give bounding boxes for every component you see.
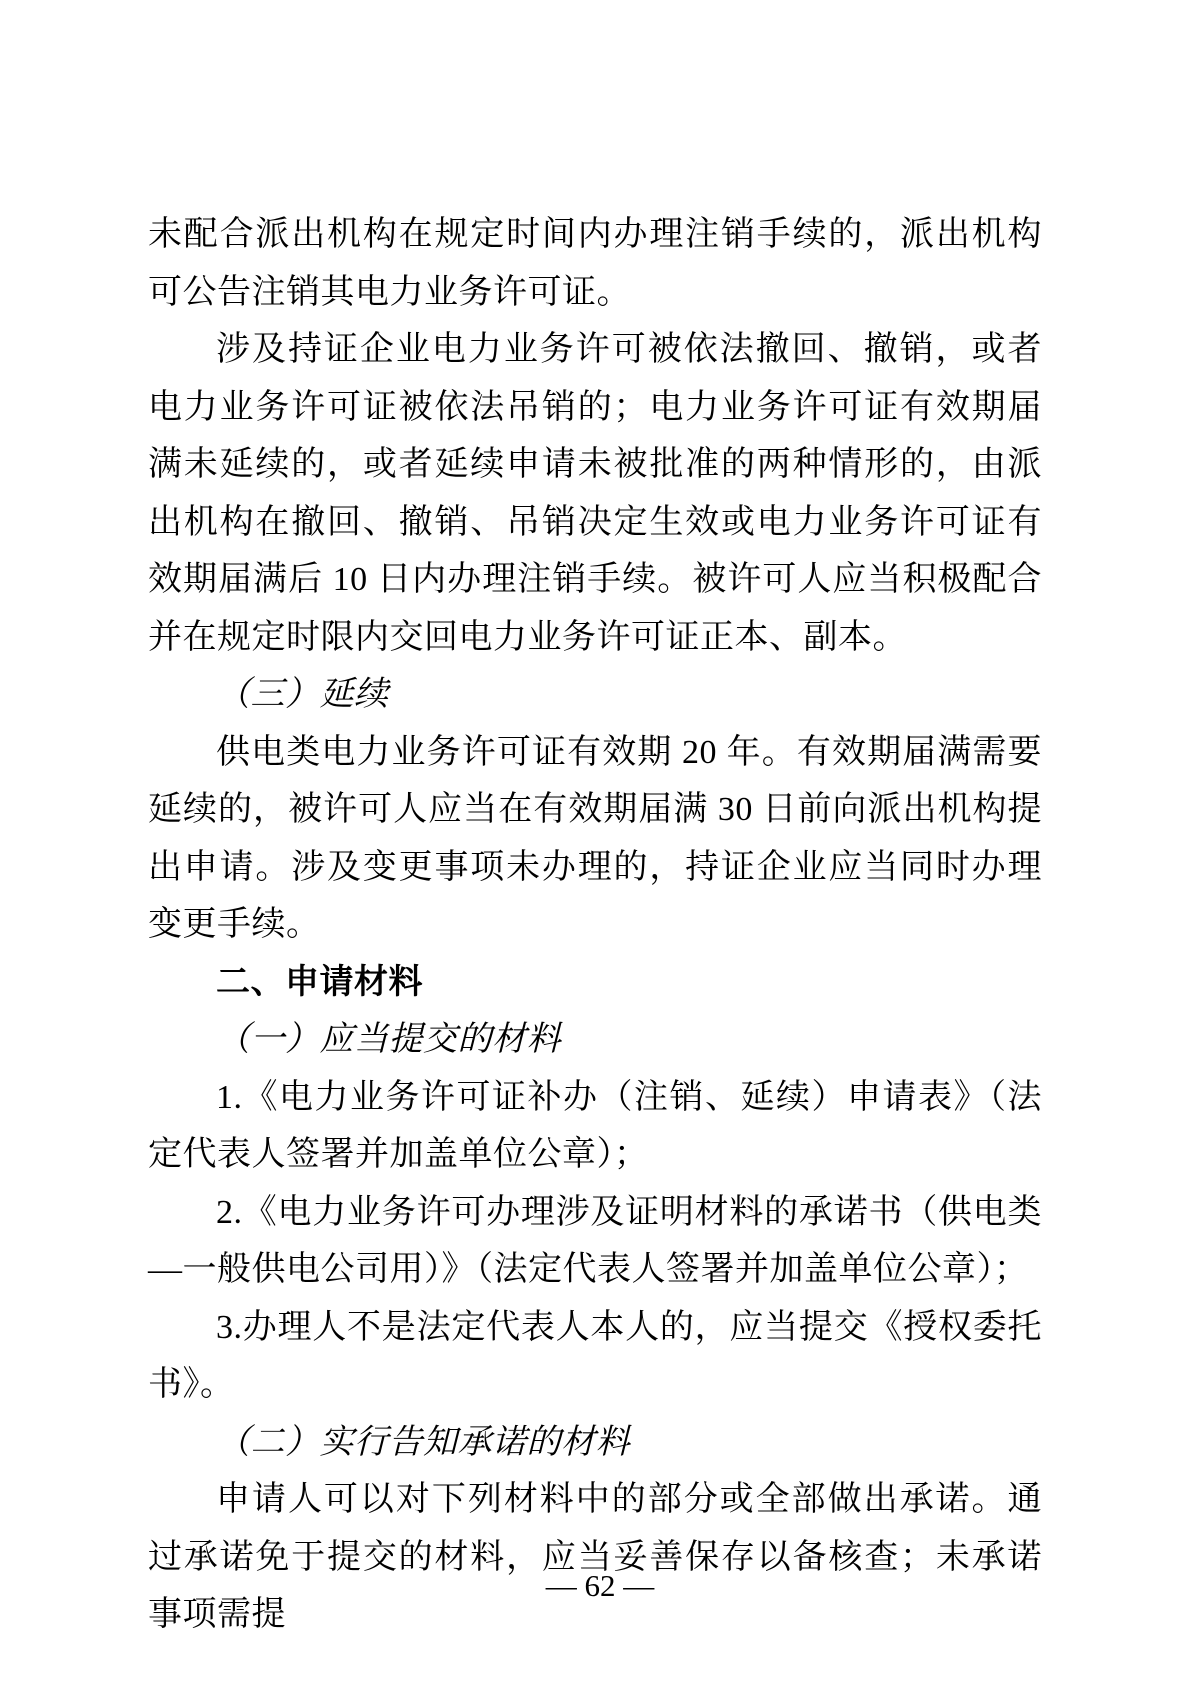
page-footer — [0, 1566, 1200, 1606]
heading-application-materials: 二、申请材料 — [216, 962, 423, 1001]
paragraph-commitment-rules: 申请人可以对下列材料中的部分或全部做出承诺。通过承诺免于提交的材料，应当妥善保存以备核查；未承诺事项需提 — [148, 1481, 1042, 1633]
list-item-power-of-attorney: 3.办理人不是法定代表人本人的，应当提交《授权委托书》。 — [148, 1308, 1042, 1403]
heading-section-renewal: （三）延续 — [216, 676, 389, 713]
list-item-commitment-letter: 2.《电力业务许可办理涉及证明材料的承诺书（供电类—一般供电公司用）》（法定代表人签署并加盖单位公章）； — [148, 1193, 1042, 1288]
heading-materials-to-submit: （一）应当提交的材料 — [216, 1021, 561, 1058]
heading-notification-commitment-materials: （二）实行告知承诺的材料 — [216, 1423, 630, 1461]
paragraph-cancellation-continuation: 未配合派出机构在规定时间内办理注销手续的，派出机构可公告注销其电力业务许可证。 — [148, 216, 1042, 311]
document-body — [148, 206, 1042, 1644]
page-number: — 62 — — [545, 1568, 655, 1603]
paragraph-revocation-rules: 涉及持证企业电力业务许可被依法撤回、撤销，或者电力业务许可证被依法吊销的；电力业务许可证有效期届满未延续的，或者延续申请未被批准的两种情形的，由派出机构在撤回、撤销、吊销决定生效或电力业务许可证有效期届满后 10 日内办理注销手续。被许可人应当积极配合并在规定时限内交回电力业务许可证正本、副本。 — [148, 331, 1042, 656]
paragraph-renewal-rules: 供电类电力业务许可证有效期 20 年。有效期届满需要延续的，被许可人应当在有效期届满 30 日前向派出机构提出申请。涉及变更事项未办理的，持证企业应当同时办理变更手续。 — [148, 733, 1042, 943]
list-item-application-form: 1.《电力业务许可证补办（注销、延续）申请表》（法定代表人签署并加盖单位公章）； — [148, 1078, 1042, 1173]
